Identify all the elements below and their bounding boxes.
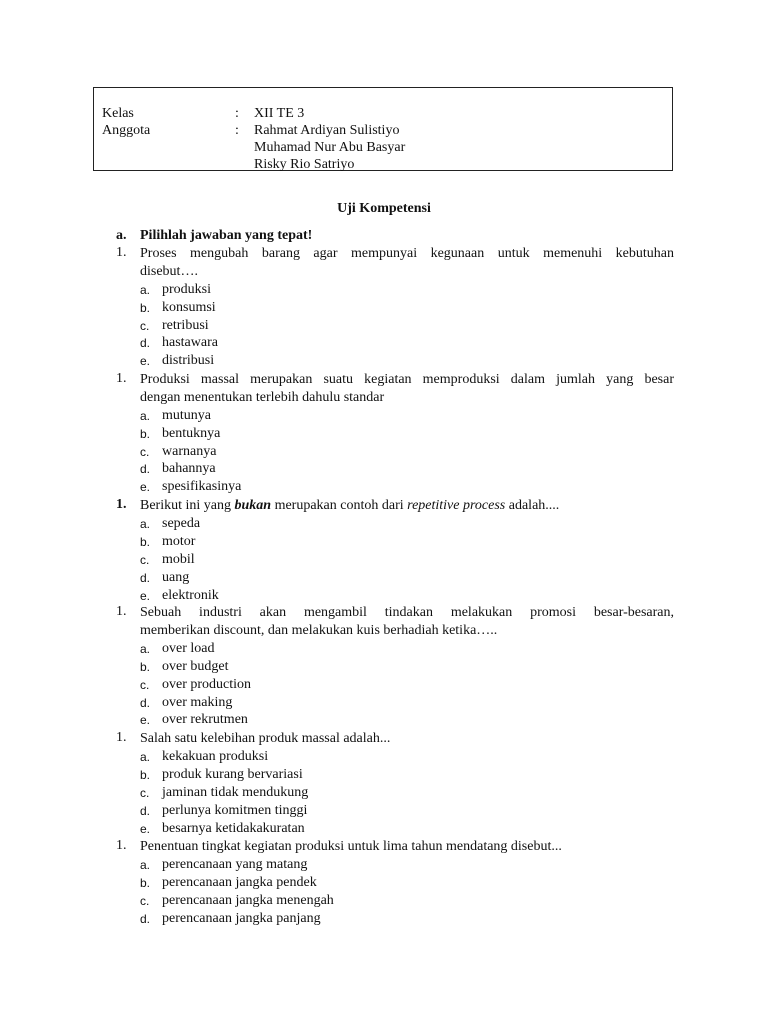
member-name: Muhamad Nur Abu Basyar xyxy=(254,140,406,155)
option-text: perencanaan yang matang xyxy=(162,857,308,872)
option-text: over rekrutmen xyxy=(162,712,248,727)
option-letter: c. xyxy=(140,553,150,567)
option-text: perlunya komitmen tinggi xyxy=(162,803,308,818)
option-letter: d. xyxy=(140,462,151,476)
option-text: kekakuan produksi xyxy=(162,749,269,764)
question-line: memberikan discount, dan melakukan kuis berhadiah ketika….. xyxy=(140,623,498,638)
option-letter: b. xyxy=(140,876,151,890)
option-letter: c. xyxy=(140,678,150,692)
option-letter: a. xyxy=(140,858,151,872)
option-text: spesifikasinya xyxy=(162,479,242,494)
option-letter: d. xyxy=(140,696,151,710)
kelas-label: Kelas xyxy=(102,106,134,121)
option-text: retribusi xyxy=(162,318,209,333)
option-letter: c. xyxy=(140,786,150,800)
kelas-value: XII TE 3 xyxy=(254,106,305,121)
option-letter: a. xyxy=(140,409,151,423)
question-text xyxy=(140,730,674,748)
question-number: 1. xyxy=(116,838,127,853)
question-line: Sebuah industri akan mengambil tindakan melakukan promosi besar-besaran, xyxy=(140,605,674,620)
question-text xyxy=(140,371,674,407)
option-text: sepeda xyxy=(162,516,201,531)
option-letter: b. xyxy=(140,301,151,315)
option-letter: e. xyxy=(140,354,151,368)
question xyxy=(116,730,674,748)
option-letter: c. xyxy=(140,445,150,459)
member-name: Risky Rio Satriyo xyxy=(254,157,355,172)
option-letter: a. xyxy=(140,642,151,656)
question-text xyxy=(140,245,674,281)
option-letter: e. xyxy=(140,822,151,836)
question-text-part: merupakan contoh dari xyxy=(271,498,408,513)
option-letter: b. xyxy=(140,535,151,549)
option-text: jaminan tidak mendukung xyxy=(162,785,309,800)
option-letter: e. xyxy=(140,589,151,603)
option-text: mutunya xyxy=(162,408,211,423)
question xyxy=(116,497,674,515)
option-letter: a. xyxy=(140,750,151,764)
question xyxy=(116,838,674,856)
option-text: warnanya xyxy=(162,444,217,459)
option-letter: b. xyxy=(140,768,151,782)
option-text: konsumsi xyxy=(162,300,216,315)
option-letter: a. xyxy=(140,517,151,531)
section-label: Pilihlah jawaban yang tepat! xyxy=(140,228,313,243)
question-text xyxy=(140,497,674,515)
option-text: perencanaan jangka menengah xyxy=(162,893,334,908)
question xyxy=(116,245,674,281)
option-letter: e. xyxy=(140,713,151,727)
option-text: over production xyxy=(162,677,252,692)
option-text: elektronik xyxy=(162,588,219,603)
member-name: Rahmat Ardiyan Sulistiyo xyxy=(254,123,400,138)
question-line: dengan menentukan terlebih dahulu standar xyxy=(140,390,385,405)
option-letter: d. xyxy=(140,336,151,350)
question-line: Penentuan tingkat kegiatan produksi untuk lima tahun mendatang disebut... xyxy=(140,839,562,854)
question-number: 1. xyxy=(116,371,127,386)
anggota-label: Anggota xyxy=(102,123,151,138)
question-text-part: Berikut ini yang xyxy=(140,498,235,513)
option-text: over budget xyxy=(162,659,229,674)
section-heading xyxy=(116,227,312,245)
option-letter: d. xyxy=(140,804,151,818)
option-text: bentuknya xyxy=(162,426,221,441)
option-letter: d. xyxy=(140,571,151,585)
question-number: 1. xyxy=(116,604,127,619)
anggota-colon: : xyxy=(235,123,239,138)
question-line: Produksi massal merupakan suatu kegiatan memproduksi dalam jumlah yang besar xyxy=(140,372,674,387)
question-line: Proses mengubah barang agar mempunyai kegunaan untuk memenuhi kebutuhan xyxy=(140,246,674,261)
question-italic: repetitive process xyxy=(407,498,506,513)
question-emphasis: bukan xyxy=(234,498,272,513)
section-letter: a. xyxy=(116,228,127,243)
option-letter: b. xyxy=(140,660,151,674)
option-text: besarnya ketidakakuratan xyxy=(162,821,305,836)
question-line: Salah satu kelebihan produk massal adalah... xyxy=(140,731,391,746)
option-text: produk kurang bervariasi xyxy=(162,767,303,782)
option-text: uang xyxy=(162,570,190,585)
option-text: motor xyxy=(162,534,196,549)
option-text: mobil xyxy=(162,552,195,567)
option-letter: c. xyxy=(140,894,150,908)
option-text: perencanaan jangka pendek xyxy=(162,875,317,890)
info-box xyxy=(93,87,673,171)
question xyxy=(116,604,674,640)
option-text: over making xyxy=(162,695,233,710)
option-letter: c. xyxy=(140,319,150,333)
option-text: produksi xyxy=(162,282,211,297)
question-text xyxy=(140,604,674,640)
question-number: 1. xyxy=(116,245,127,260)
page-title: Uji Kompetensi xyxy=(337,201,431,216)
option-text: distribusi xyxy=(162,353,215,368)
option-text: hastawara xyxy=(162,335,218,350)
kelas-colon: : xyxy=(235,106,239,121)
question-text-part: adalah.... xyxy=(505,498,560,513)
option-letter: a. xyxy=(140,283,151,297)
question xyxy=(116,371,674,407)
question-number: 1. xyxy=(116,497,127,512)
option-text: perencanaan jangka panjang xyxy=(162,911,321,926)
option-text: bahannya xyxy=(162,461,216,476)
question-text xyxy=(140,838,674,856)
option-letter: e. xyxy=(140,480,151,494)
option-text: over load xyxy=(162,641,215,656)
question-number: 1. xyxy=(116,730,127,745)
option-letter: b. xyxy=(140,427,151,441)
question-line: disebut…. xyxy=(140,264,198,279)
option-letter: d. xyxy=(140,912,151,926)
